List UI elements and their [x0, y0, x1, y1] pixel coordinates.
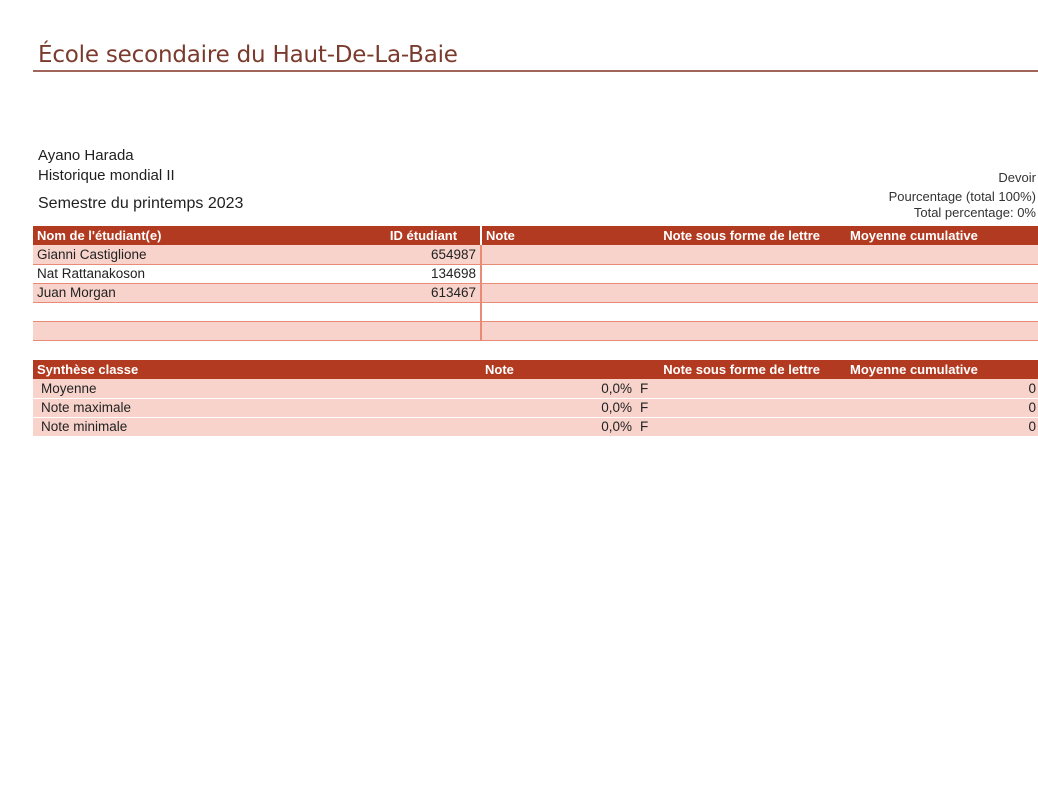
- table-row: [33, 283, 1038, 302]
- cell-student-name[interactable]: Nat Rattanakoson: [33, 264, 367, 283]
- column-header-student-name[interactable]: Nom de l'étudiant(e): [33, 226, 367, 245]
- summary-cumulative[interactable]: 0: [846, 379, 1038, 398]
- summary-note[interactable]: 0,0%: [481, 379, 636, 398]
- cell-student-name[interactable]: Juan Morgan: [33, 283, 367, 302]
- cell-cumulative[interactable]: [846, 245, 1038, 264]
- summary-letter-grade[interactable]: F: [636, 417, 846, 436]
- cell-letter-grade[interactable]: [636, 245, 846, 264]
- summary-label[interactable]: Note minimale: [33, 417, 481, 436]
- table-row: [33, 321, 1038, 340]
- cell-note[interactable]: [481, 264, 636, 283]
- column-header-cumulative[interactable]: Moyenne cumulative: [846, 226, 1038, 245]
- cell-note[interactable]: [481, 283, 636, 302]
- cell-letter-grade[interactable]: [636, 302, 846, 321]
- table-row: [33, 302, 1038, 321]
- summary-label[interactable]: Moyenne: [33, 379, 481, 398]
- summary-cumulative[interactable]: 0: [846, 417, 1038, 436]
- cell-letter-grade[interactable]: [636, 283, 846, 302]
- class-summary-table: [33, 360, 1038, 437]
- summary-label[interactable]: Note maximale: [33, 398, 481, 417]
- cell-student-id[interactable]: 654987: [367, 245, 481, 264]
- total-percentage-label: Total percentage: 0%: [913, 205, 1036, 220]
- cell-student-name[interactable]: [33, 302, 367, 321]
- column-header-summary-letter-grade[interactable]: Note sous forme de lettre: [636, 360, 846, 379]
- summary-row-minimum: [33, 417, 1038, 436]
- summary-note[interactable]: 0,0%: [481, 417, 636, 436]
- assignment-percentage-label: Pourcentage (total 100%): [888, 189, 1036, 204]
- summary-letter-grade[interactable]: F: [636, 379, 846, 398]
- cell-letter-grade[interactable]: [636, 264, 846, 283]
- student-roster-table: [33, 226, 1038, 341]
- school-title: École secondaire du Haut-De-La-Baie: [38, 42, 458, 68]
- summary-note[interactable]: 0,0%: [481, 398, 636, 417]
- teacher-name: Ayano Harada: [38, 147, 134, 164]
- cell-student-id[interactable]: [367, 302, 481, 321]
- cell-note[interactable]: [481, 302, 636, 321]
- column-header-student-id[interactable]: ID étudiant: [367, 226, 481, 245]
- summary-header-row: [33, 360, 1038, 379]
- summary-row-maximum: [33, 398, 1038, 417]
- cell-note[interactable]: [481, 321, 636, 340]
- assignment-label: Devoir: [998, 170, 1036, 185]
- column-header-class-summary[interactable]: Synthèse classe: [33, 360, 481, 379]
- cell-cumulative[interactable]: [846, 321, 1038, 340]
- title-divider: [33, 70, 1038, 72]
- column-header-letter-grade[interactable]: Note sous forme de lettre: [636, 226, 846, 245]
- cell-student-id[interactable]: 613467: [367, 283, 481, 302]
- cell-cumulative[interactable]: [846, 302, 1038, 321]
- cell-student-id[interactable]: [367, 321, 481, 340]
- summary-cumulative[interactable]: 0: [846, 398, 1038, 417]
- table-row: [33, 245, 1038, 264]
- summary-letter-grade[interactable]: F: [636, 398, 846, 417]
- cell-student-name[interactable]: [33, 321, 367, 340]
- summary-row-average: [33, 379, 1038, 398]
- semester-label: Semestre du printemps 2023: [38, 195, 244, 212]
- table-row: [33, 264, 1038, 283]
- cell-cumulative[interactable]: [846, 264, 1038, 283]
- cell-cumulative[interactable]: [846, 283, 1038, 302]
- cell-student-name[interactable]: Gianni Castiglione: [33, 245, 367, 264]
- column-header-summary-cumulative[interactable]: Moyenne cumulative: [846, 360, 1038, 379]
- course-name: Historique mondial II: [38, 167, 175, 184]
- roster-header-row: [33, 226, 1038, 245]
- column-header-note[interactable]: Note: [481, 226, 636, 245]
- cell-letter-grade[interactable]: [636, 321, 846, 340]
- column-header-summary-note[interactable]: Note: [481, 360, 636, 379]
- cell-student-id[interactable]: 134698: [367, 264, 481, 283]
- cell-note[interactable]: [481, 245, 636, 264]
